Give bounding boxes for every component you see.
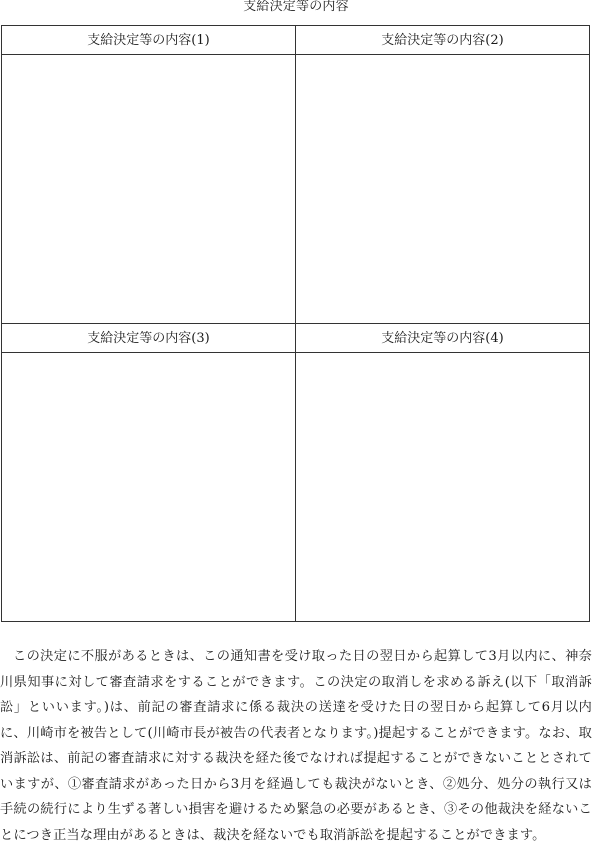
decision-content-cell-2 bbox=[296, 26, 589, 324]
cell-header-3: 支給決定等の内容(3) bbox=[2, 324, 295, 353]
cell-body-3 bbox=[2, 353, 295, 621]
cell-body-4 bbox=[296, 353, 589, 621]
page-title: 支給決定等の内容 bbox=[243, 0, 349, 14]
cell-header-4: 支給決定等の内容(4) bbox=[296, 324, 589, 353]
cell-body-1 bbox=[2, 55, 295, 323]
decision-content-cell-3 bbox=[2, 324, 296, 621]
appeal-notice-paragraph: この決定に不服があるときは、この通知書を受け取った日の翌日から起算して3月以内に、神奈川県知事に対して審査請求をすることができます。この決定の取消しを求める訴え(以下「取消訴訟」といいます。)は、前記の審査請求に係る裁決の送達を受けた日の翌日から起算して6月以内に、川崎市を被告として(川崎市長が被告の代表者となります。)提起することができます。なお、取消訴訟は、前記の審査請求に対する裁決を経た後でなければ提起することができないこととされていますが、①審査請求があった日から3月を経過しても裁決がないとき、②処分、処分の執行又は手続の続行により生ずる著しい損害を避けるため緊急の必要があるとき、③その他裁決を経ないことにつき正当な理由があるときは、裁決を経ないでも取消訴訟を提起することができます。 bbox=[0, 649, 592, 843]
decision-content-cell-4 bbox=[296, 324, 589, 621]
cell-header-2: 支給決定等の内容(2) bbox=[296, 26, 589, 55]
decision-content-cell-1 bbox=[2, 26, 296, 324]
cell-header-1: 支給決定等の内容(1) bbox=[2, 26, 295, 55]
decision-content-table bbox=[1, 25, 590, 622]
cell-body-2 bbox=[296, 55, 589, 323]
